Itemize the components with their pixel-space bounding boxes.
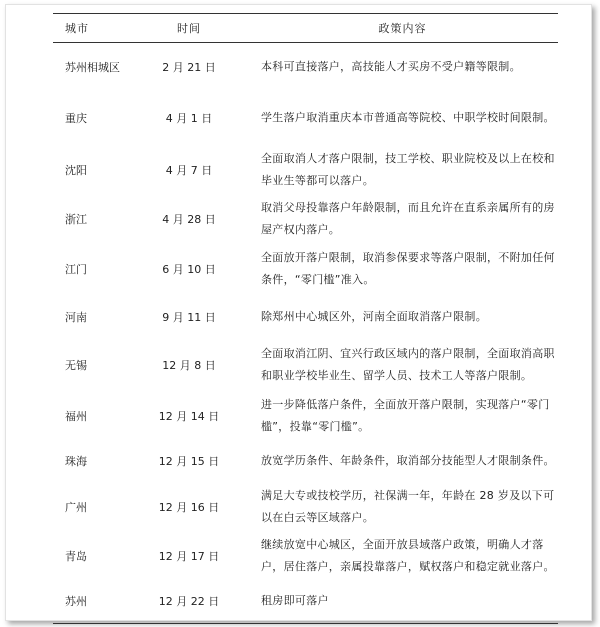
row-policy: 满足大专或技校学历，社保满一年，年龄在 28 岁及以下可以在白云等区域落户。 — [261, 488, 555, 524]
row-city: 青岛 — [65, 549, 87, 563]
header-city: 城市 — [53, 14, 131, 43]
row-date: 12 月 16 日 — [158, 500, 220, 514]
table-row — [53, 580, 558, 624]
row-policy: 除郑州中心城区外，河南全面取消落户限制。 — [261, 309, 487, 323]
row-date: 12 月 17 日 — [158, 549, 220, 563]
row-policy: 全面取消江阴、宜兴行政区域内的落户限制，全面取消高职和职业学校毕业生、留学人员、技术工人等落户限制。 — [261, 346, 555, 382]
row-city: 重庆 — [65, 112, 87, 125]
row-city: 河南 — [65, 310, 87, 324]
row-city: 福州 — [65, 409, 87, 423]
row-policy: 放宽学历条件、年龄条件，取消部分技能型人才限制条件。 — [261, 453, 555, 467]
table-header-row — [53, 14, 558, 43]
table-row — [53, 440, 558, 482]
policy-table — [53, 13, 558, 624]
row-city: 苏州 — [53, 580, 131, 624]
table-row — [53, 243, 558, 296]
row-city: 珠海 — [65, 454, 87, 468]
row-policy: 取消父母投靠落户年龄限制，而且允许在直系亲属所有的房屋产权内落户。 — [261, 201, 555, 236]
row-city: 沈阳 — [65, 164, 87, 177]
row-date: 12 月 8 日 — [162, 358, 216, 372]
row-date: 12 月 14 日 — [158, 409, 220, 423]
table-row — [53, 482, 558, 532]
row-policy: 租房即可落户 — [247, 580, 558, 624]
row-date: 12 月 15 日 — [158, 454, 220, 468]
row-date: 2 月 21 日 — [162, 61, 216, 75]
row-policy: 全面取消人才落户限制，技工学校、职业院校及以上在校和毕业生等都可以落户。 — [261, 152, 555, 187]
table-frame — [5, 4, 592, 621]
header-policy: 政策内容 — [247, 14, 558, 43]
row-date: 12 月 22 日 — [131, 580, 247, 624]
row-city: 江门 — [65, 263, 87, 276]
table-row — [53, 296, 558, 338]
header-time: 时间 — [131, 14, 247, 43]
row-date: 9 月 11 日 — [162, 310, 216, 324]
row-policy: 学生落户取消重庆本市普通高等院校、中职学校时间限制。 — [261, 111, 555, 124]
row-date: 6 月 10 日 — [162, 263, 216, 276]
row-date: 4 月 1 日 — [165, 112, 213, 125]
row-date: 4 月 7 日 — [165, 164, 213, 177]
row-policy: 本科可直接落户，高技能人才买房不受户籍等限制。 — [261, 60, 521, 74]
table-row — [53, 196, 558, 243]
row-policy: 继续放宽中心城区，全面开放县域落户政策，明确人才落户，居住落户，亲属投靠落户，赋权落户和稳定就业落户。 — [261, 537, 555, 573]
row-city: 无锡 — [65, 358, 87, 372]
row-city: 浙江 — [65, 213, 87, 226]
table-row — [53, 392, 558, 440]
table-row — [53, 145, 558, 196]
row-city: 广州 — [65, 500, 87, 514]
row-policy: 全面放开落户限制，取消参保要求等落户限制，不附加任何条件，“零门槛”准入。 — [261, 251, 555, 286]
table-row — [53, 532, 558, 580]
table-row — [53, 43, 558, 92]
table-row — [53, 338, 558, 392]
row-date: 4 月 28 日 — [162, 213, 216, 226]
row-city: 苏州相城区 — [65, 61, 120, 75]
table-row — [53, 92, 558, 145]
row-policy: 进一步降低落户条件，全面放开落户限制，实现落户“零门槛”，投靠“零门槛”。 — [261, 397, 550, 433]
